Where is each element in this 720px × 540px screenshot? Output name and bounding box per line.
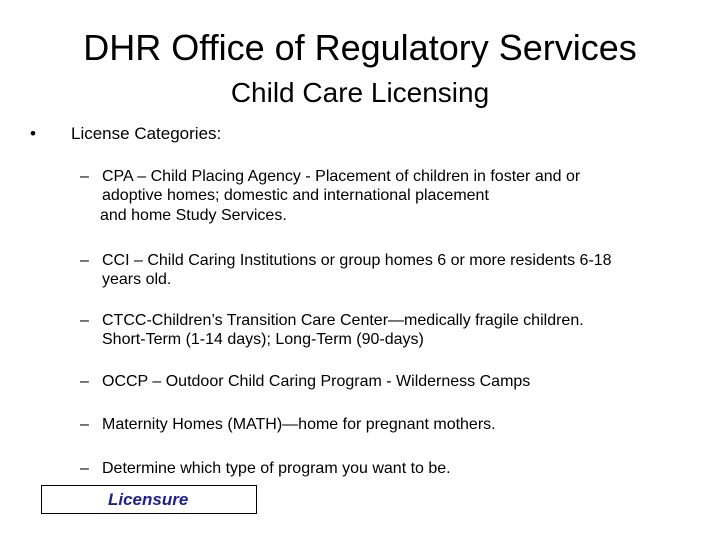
dash-icon: –: [80, 416, 89, 433]
dash-icon: –: [80, 312, 89, 329]
dash-icon: –: [80, 460, 89, 477]
licensure-link[interactable]: Licensure: [108, 490, 189, 509]
list-item-line: CPA – Child Placing Agency - Placement of children in foster and or: [102, 168, 581, 185]
bullet-icon: •: [30, 124, 36, 143]
list-item-line: adoptive homes; domestic and international placement: [102, 187, 489, 204]
list-item-line: Short-Term (1-14 days); Long-Term (90-days): [102, 331, 424, 348]
list-item-text: [102, 251, 692, 289]
dash-icon: –: [80, 168, 89, 185]
list-item-line: OCCP – Outdoor Child Caring Program - Wilderness Camps: [102, 373, 531, 390]
list-item-text: [102, 415, 692, 434]
dash-icon: –: [80, 373, 89, 390]
list-item-line: CCI – Child Caring Institutions or group homes 6 or more residents 6-18: [102, 252, 612, 269]
list-item-line: Maternity Homes (MATH)—home for pregnant mothers.: [102, 416, 496, 433]
list-item-line: and home Study Services.: [100, 207, 287, 224]
list-item-text: [102, 311, 692, 349]
list-item-line: CTCC-Children’s Transition Care Center—medically fragile children.: [102, 312, 584, 329]
dash-icon: –: [80, 252, 89, 269]
list-item-line: years old.: [102, 271, 172, 288]
list-item-text: [102, 372, 692, 391]
licensure-link-box[interactable]: [41, 485, 257, 514]
slide-title: DHR Office of Regulatory Services: [83, 27, 637, 68]
slide-subtitle: Child Care Licensing: [230, 77, 490, 108]
bullet-text: License Categories:: [71, 124, 222, 143]
list-item-text: [102, 459, 692, 478]
list-item-text: [102, 167, 692, 225]
list-item-line: Determine which type of program you want to be.: [102, 460, 451, 477]
